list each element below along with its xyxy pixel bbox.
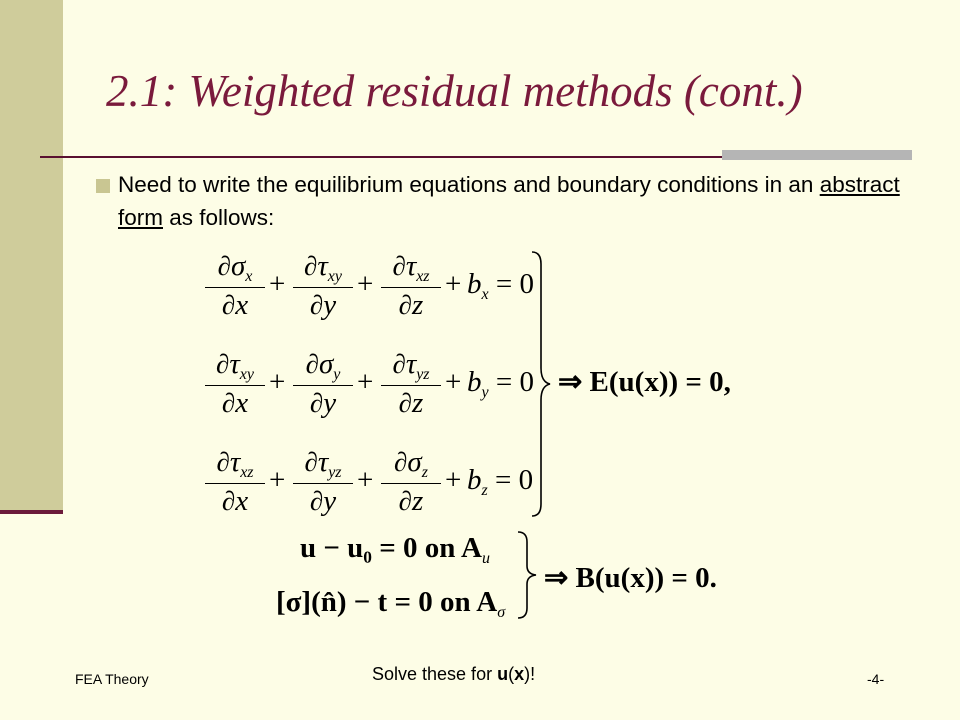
- term-3: $\partial\tau_{yz}$ ∂z: [381, 348, 441, 419]
- bullet-text-start: Need to write the equilibrium equations and boundary conditions in an: [118, 172, 820, 197]
- slide: 2.1: Weighted residual methods (cont.) Need to write the equilibrium equations and boundary conditions in an abstract form as follows: $\frac{\partial\sigma_x}{\partial x}$ + $\partial\tau_{xy}$ ∂y + $\partial\tau_{xz}$ ∂z + $b_x = 0$ $\partial\tau_{xy}$ ∂x + $\frac{\partial\sigma_y}{\partial y}$ + $\partial\tau_{yz}$ ∂z + $b_y = 0$ $\partial\tau_{xz}$ ∂x + $\partial\tau_{yz}$ ∂y + $\frac{\partial\sigma_z}{\partial z}$ + $b_z = 0$ ⇒ E(u(x)) = 0, u − u₀ = 0 on $A_u$ [σ](n̂) − t = 0 on $A_\sigma$ ⇒ B(u(x)) = 0. Solve these for u(x)! FEA Theory -4-: [0, 0, 960, 720]
- equilibrium-result: ⇒ E(u(x)) = 0,: [558, 366, 731, 398]
- equilibrium-brace: [528, 250, 554, 518]
- boundary-result: ⇒ B(u(x)) = 0.: [544, 562, 717, 594]
- slide-title: 2.1: Weighted residual methods (cont.): [106, 66, 803, 116]
- displacement-bc: u − u₀ = 0 on $A_u$: [300, 532, 490, 567]
- side-accent-bar: [0, 0, 63, 510]
- term-1: $\partial\tau_{xy}$ ∂x: [205, 348, 265, 419]
- footer-page-number: -4-: [867, 671, 885, 687]
- traction-bc: [σ](n̂) − t = 0 on $A_\sigma$: [276, 586, 506, 621]
- term-3: $\frac{\partial\sigma_z}{\partial z}$: [381, 446, 441, 517]
- solve-note: Solve these for u(x)!: [372, 664, 536, 684]
- term-2: $\partial\tau_{yz}$ ∂y: [293, 446, 353, 517]
- term-1: $\frac{\partial\sigma_x}{\partial x}$: [205, 250, 265, 321]
- bullet-square-icon: [96, 179, 110, 193]
- bullet-text-end: as follows:: [163, 205, 275, 230]
- term-2: $\partial\tau_{xy}$ ∂y: [293, 250, 353, 321]
- term-3: $\partial\tau_{xz}$ ∂z: [381, 250, 441, 321]
- term-2: $\frac{\partial\sigma_y}{\partial y}$: [293, 348, 353, 419]
- side-accent-underline: [0, 510, 63, 514]
- title-divider-accent: [722, 150, 912, 160]
- footer-course-name: FEA Theory: [75, 671, 149, 687]
- term-1: $\partial\tau_{xz}$ ∂x: [205, 446, 265, 517]
- bullet-text: [118, 168, 918, 234]
- boundary-brace: [514, 530, 540, 620]
- bullet-text-underlined: abstract form: [118, 172, 900, 230]
